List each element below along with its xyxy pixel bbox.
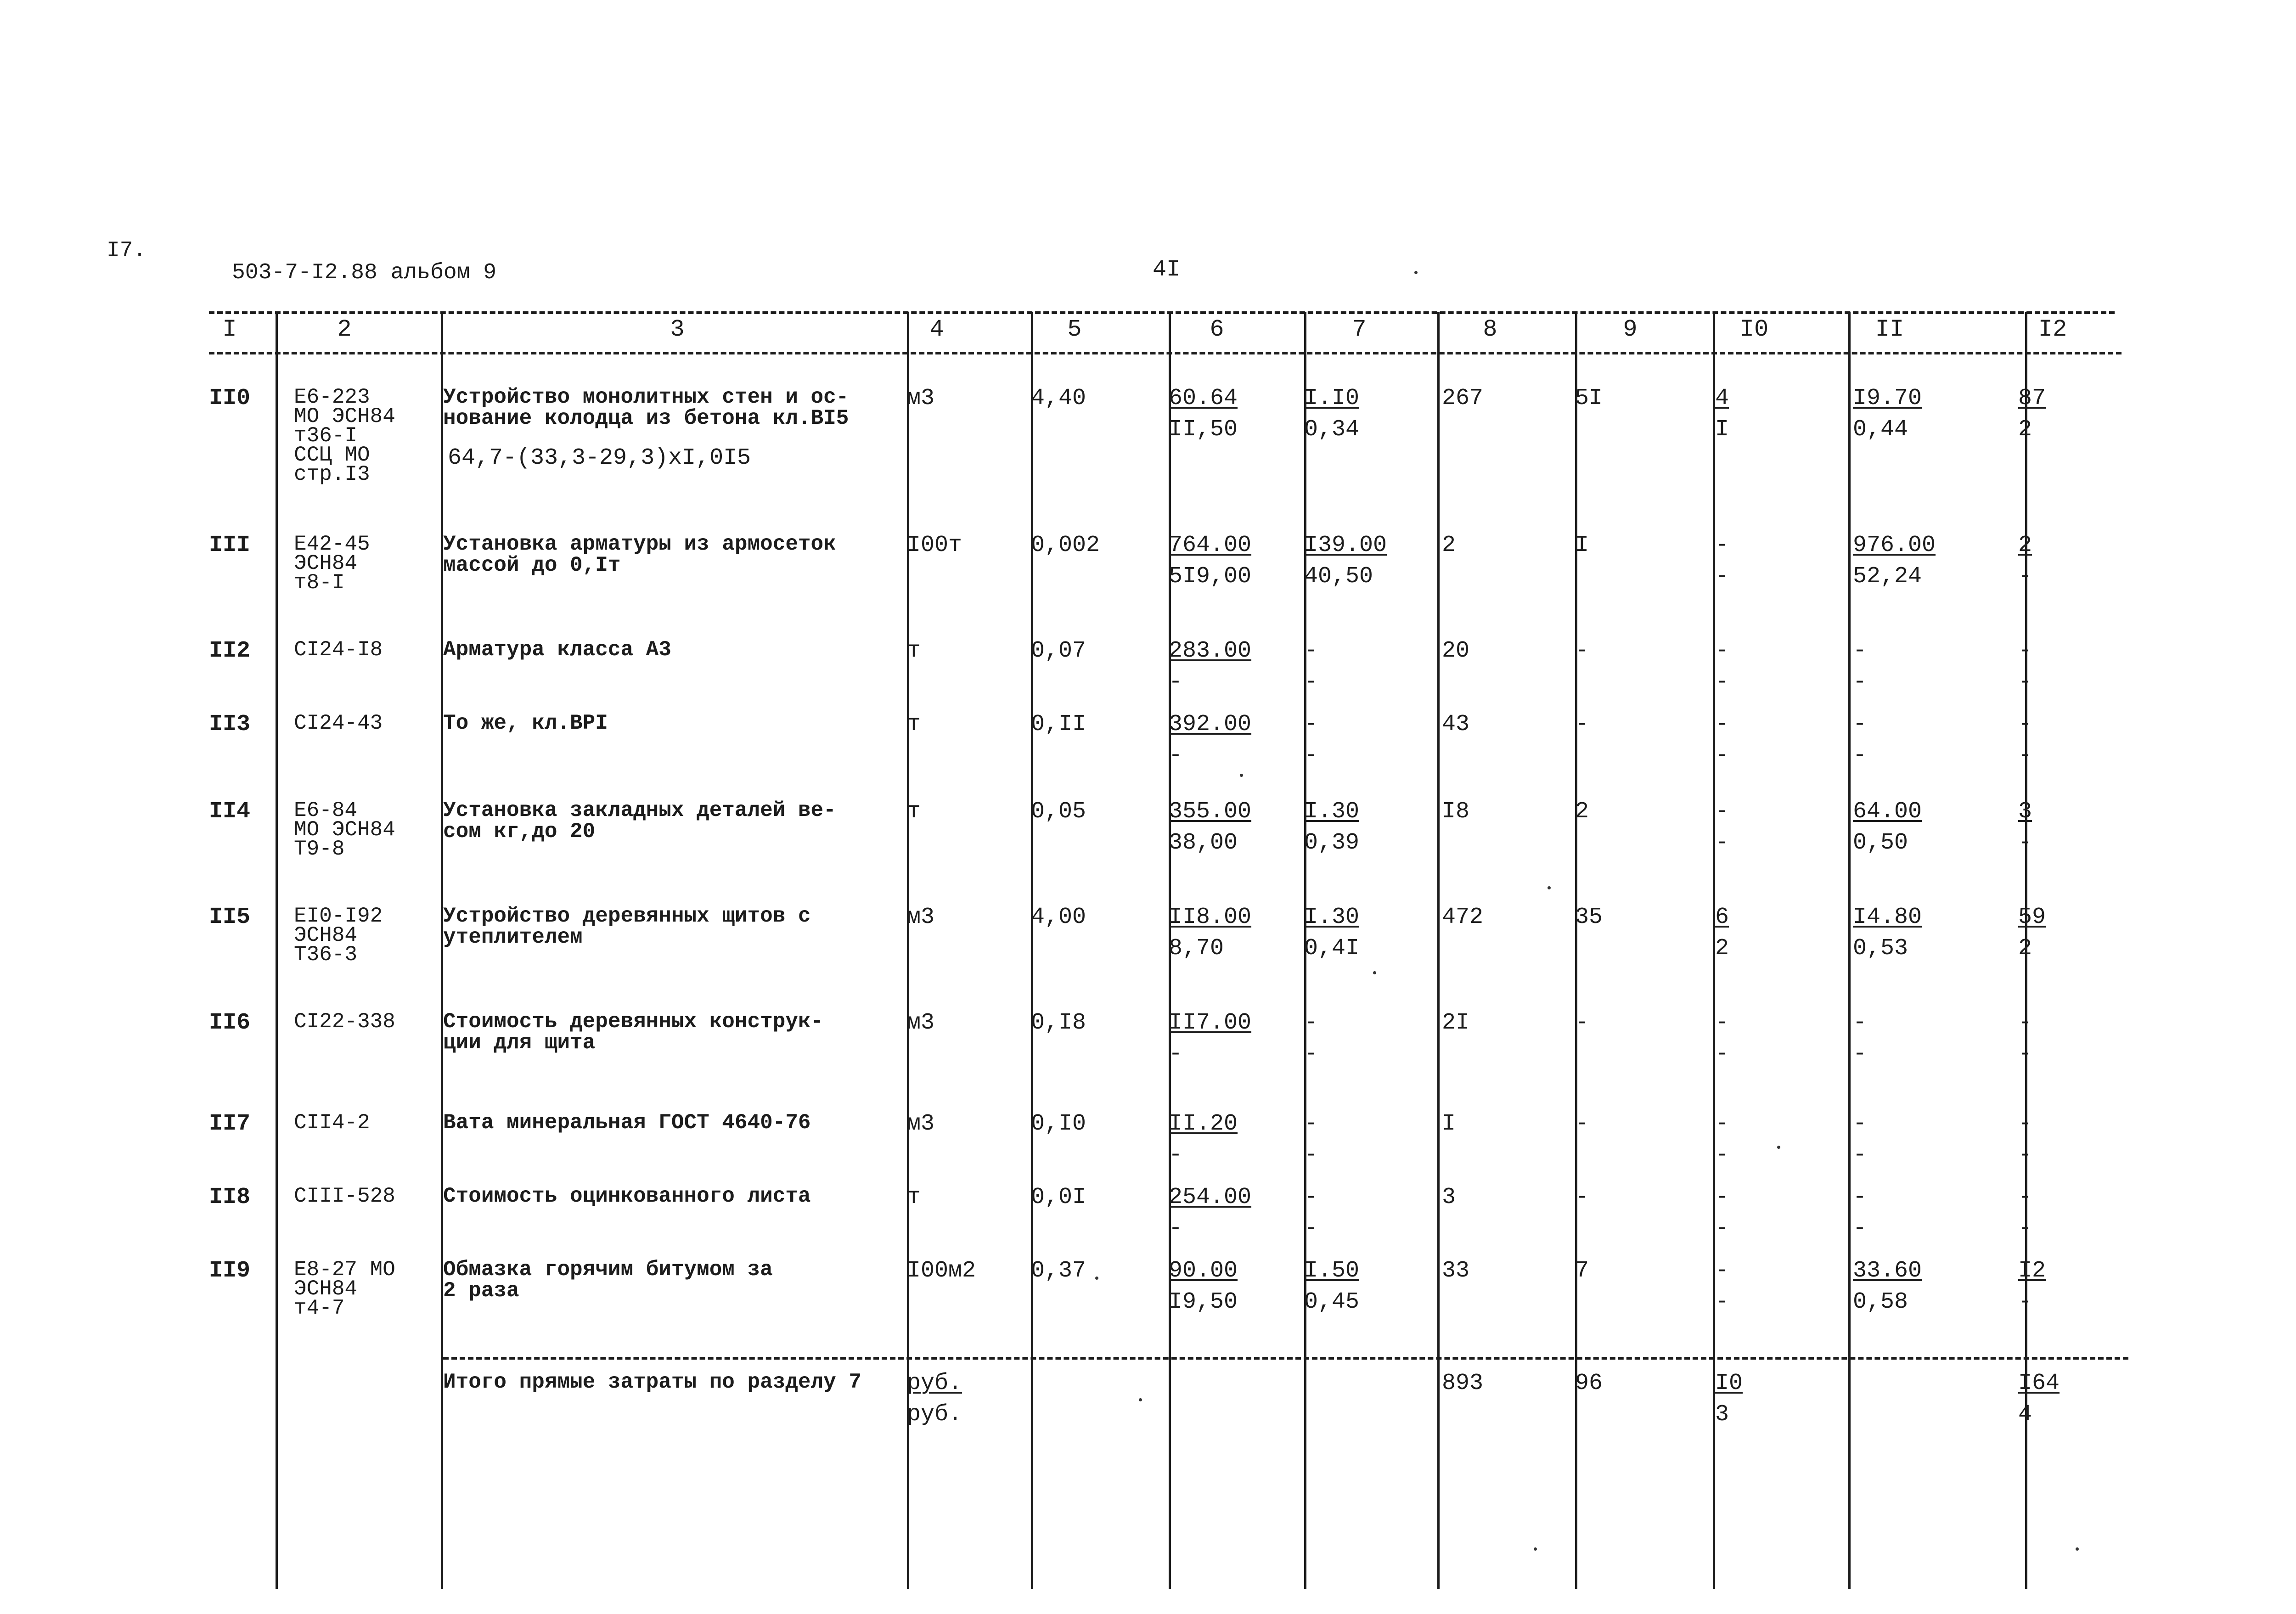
cost-col11-bottom: - [1853, 669, 1867, 695]
column-divider [1575, 312, 1577, 1589]
cost-col12-bottom: - [2018, 563, 2032, 590]
value-col8: 267 [1442, 385, 1484, 411]
value-col9: 5I [1575, 385, 1603, 411]
cost-col6-bottom: - [1169, 1142, 1183, 1168]
cost-col6-top: 60.64 [1169, 385, 1238, 411]
column-header: 2 [337, 316, 352, 343]
column-divider [907, 312, 909, 1589]
work-name: массой до 0,Iт [443, 553, 621, 577]
cost-col6-top: 355.00 [1169, 799, 1252, 825]
cost-col10-bottom: - [1715, 669, 1729, 695]
rate-code: СIII-528 [294, 1184, 395, 1208]
column-divider [1848, 312, 1851, 1589]
quantity: 0,0I [1031, 1184, 1086, 1210]
cost-col7-top: - [1304, 711, 1318, 737]
cost-col6-top: 764.00 [1169, 532, 1252, 558]
work-name: То же, кл.ВРI [443, 711, 608, 735]
scan-speck [1373, 971, 1376, 974]
rate-code: т4-7 [294, 1296, 345, 1320]
row-number: II0 [209, 385, 251, 411]
row-number: II2 [209, 638, 251, 664]
cost-col11-top: - [1853, 638, 1867, 664]
cost-col10-bottom: 2 [1715, 935, 1729, 962]
work-name: Вата минеральная ГОСТ 4640-76 [443, 1111, 811, 1135]
value-col9: - [1575, 711, 1589, 737]
column-header: I [222, 316, 237, 343]
column-divider [1031, 312, 1033, 1589]
scan-speck [1548, 886, 1551, 889]
header-bottom-rule [209, 352, 2122, 354]
rate-code: МО ЭСН84 [294, 818, 395, 842]
cost-col10-top: - [1715, 1111, 1729, 1137]
cost-col11-bottom: - [1853, 1215, 1867, 1242]
column-header: I2 [2038, 316, 2067, 343]
cost-col12-top: - [2018, 638, 2032, 664]
cost-col6-bottom: - [1169, 1041, 1183, 1067]
quantity: 0,I8 [1031, 1010, 1086, 1036]
work-name: сом кг,до 20 [443, 820, 596, 844]
column-header: 7 [1352, 316, 1367, 343]
cost-col7-bottom: 40,50 [1304, 563, 1373, 590]
cost-col10-bottom: I [1715, 416, 1729, 443]
work-name: утеплителем [443, 925, 583, 949]
column-divider [441, 312, 443, 1589]
total-col12-bottom: 4 [2018, 1401, 2032, 1428]
unit: I00т [907, 532, 962, 558]
cost-col11-bottom: 52,24 [1853, 563, 1922, 590]
work-name: Арматура класса А3 [443, 638, 671, 662]
rate-code: Е6-84 [294, 799, 358, 822]
rate-code: СI22-338 [294, 1010, 395, 1034]
cost-col11-bottom: - [1853, 1142, 1867, 1168]
cost-col6-bottom: 8,70 [1169, 935, 1224, 962]
cost-col10-bottom: - [1715, 742, 1729, 769]
document-code: 503-7-I2.88 альбом 9 [232, 260, 497, 285]
row-number: II6 [209, 1010, 251, 1036]
cost-col10-top: - [1715, 1184, 1729, 1210]
value-col9: 7 [1575, 1258, 1589, 1284]
cost-col11-bottom: 0,44 [1853, 416, 1908, 443]
work-name: ции для щита [443, 1031, 596, 1055]
value-col8: I [1442, 1111, 1456, 1137]
cost-col7-top: I.I0 [1304, 385, 1360, 411]
work-name: Установка закладных деталей ве- [443, 799, 836, 822]
cost-col11-top: 64.00 [1853, 799, 1922, 825]
cost-col7-top: I.50 [1304, 1258, 1360, 1284]
cost-col10-bottom: - [1715, 1289, 1729, 1315]
cost-col11-top: I4.80 [1853, 904, 1922, 930]
row-number: II5 [209, 904, 251, 930]
cost-col10-top: - [1715, 799, 1729, 825]
total-col9: 96 [1575, 1370, 1603, 1396]
quantity: 0,37 [1031, 1258, 1086, 1284]
cost-col12-bottom: - [2018, 1041, 2032, 1067]
rate-code: ЭСН84 [294, 923, 358, 947]
unit: т [907, 711, 921, 737]
unit: т [907, 1184, 921, 1210]
total-col10-top: I0 [1715, 1370, 1743, 1396]
unit: м3 [907, 1111, 935, 1137]
cost-col12-bottom: - [2018, 1142, 2032, 1168]
scan-speck [2076, 1547, 2079, 1551]
scan-speck [1534, 1547, 1537, 1551]
work-name: 2 раза [443, 1279, 519, 1303]
cost-col7-top: I.30 [1304, 904, 1360, 930]
cost-col6-bottom: - [1169, 669, 1183, 695]
work-name: Устройство монолитных стен и ос- [443, 385, 849, 409]
scan-speck [1414, 271, 1418, 274]
row-number: II9 [209, 1258, 251, 1284]
rate-code: СI24-I8 [294, 638, 383, 662]
quantity: 0,II [1031, 711, 1086, 737]
cost-col7-top: I.30 [1304, 799, 1360, 825]
table-top-rule [209, 311, 2115, 314]
cost-col12-top: 3 [2018, 799, 2032, 825]
scan-speck [1095, 1277, 1098, 1280]
column-header: 6 [1210, 316, 1224, 343]
scan-speck [1777, 1146, 1780, 1149]
cost-col11-top: - [1853, 711, 1867, 737]
sheet-number: 4I [1153, 257, 1181, 283]
value-col8: 472 [1442, 904, 1484, 930]
value-col9: 2 [1575, 799, 1589, 825]
cost-col12-top: 2 [2018, 532, 2032, 558]
cost-col6-top: 254.00 [1169, 1184, 1252, 1210]
column-header: 4 [929, 316, 944, 343]
cost-col11-top: - [1853, 1184, 1867, 1210]
rate-code: ЭСН84 [294, 551, 358, 575]
cost-col11-bottom: 0,50 [1853, 830, 1908, 856]
cost-col7-bottom: - [1304, 1041, 1318, 1067]
column-header: 5 [1067, 316, 1082, 343]
value-col8: 2I [1442, 1010, 1470, 1036]
cost-col7-bottom: 0,45 [1304, 1289, 1360, 1315]
cost-col10-bottom: - [1715, 1142, 1729, 1168]
cost-col7-bottom: - [1304, 742, 1318, 769]
column-header: II [1875, 316, 1904, 343]
cost-col11-bottom: - [1853, 1041, 1867, 1067]
cost-col12-top: - [2018, 1111, 2032, 1137]
volume-formula: 64,7-(33,3-29,3)хI,0I5 [448, 445, 751, 471]
column-header: 9 [1623, 316, 1638, 343]
rate-code: Т36-3 [294, 943, 358, 967]
quantity: 0,002 [1031, 532, 1100, 558]
value-col9: - [1575, 1010, 1589, 1036]
cost-col7-bottom: 0,39 [1304, 830, 1360, 856]
cost-col7-top: - [1304, 1010, 1318, 1036]
value-col9: I [1575, 532, 1589, 558]
quantity: 0,I0 [1031, 1111, 1086, 1137]
rate-code: ЕI0-I92 [294, 904, 383, 928]
total-rule [443, 1357, 2128, 1360]
row-number: II3 [209, 711, 251, 737]
cost-col7-bottom: - [1304, 669, 1318, 695]
scan-speck [1240, 774, 1243, 777]
unit: т [907, 799, 921, 825]
value-col9: - [1575, 1111, 1589, 1137]
rate-code: СII4-2 [294, 1111, 370, 1135]
row-number: II7 [209, 1111, 251, 1137]
value-col8: 20 [1442, 638, 1470, 664]
cost-col10-bottom: - [1715, 1215, 1729, 1242]
work-name: Устройство деревянных щитов с [443, 904, 811, 928]
cost-col6-bottom: - [1169, 742, 1183, 769]
column-header: I0 [1739, 316, 1769, 343]
cost-col10-top: - [1715, 1010, 1729, 1036]
cost-col12-top: - [2018, 1184, 2032, 1210]
unit: м3 [907, 385, 935, 411]
rate-code: Т9-8 [294, 837, 345, 861]
cost-col6-bottom: - [1169, 1215, 1183, 1242]
scan-speck [1139, 1398, 1142, 1401]
cost-col10-top: 4 [1715, 385, 1729, 411]
cost-col7-top: - [1304, 1184, 1318, 1210]
work-name: Установка арматуры из армосеток [443, 532, 836, 556]
cost-col7-bottom: - [1304, 1215, 1318, 1242]
cost-col6-bottom: II,50 [1169, 416, 1238, 443]
cost-col10-top: - [1715, 711, 1729, 737]
cost-col6-top: 392.00 [1169, 711, 1252, 737]
rate-code: Е8-27 МО [294, 1258, 395, 1282]
cost-col7-top: I39.00 [1304, 532, 1387, 558]
value-col8: I8 [1442, 799, 1470, 825]
cost-col12-top: 59 [2018, 904, 2046, 930]
cost-col10-top: 6 [1715, 904, 1729, 930]
rate-code: Е6-223 [294, 385, 370, 409]
cost-col10-bottom: - [1715, 830, 1729, 856]
unit: м3 [907, 1010, 935, 1036]
cost-col12-top: - [2018, 1010, 2032, 1036]
cost-col6-top: 90.00 [1169, 1258, 1238, 1284]
cost-col6-top: II.20 [1169, 1111, 1238, 1137]
cost-col12-top: - [2018, 711, 2032, 737]
cost-col12-bottom: 2 [2018, 935, 2032, 962]
cost-col11-top: 33.60 [1853, 1258, 1922, 1284]
work-name: Стоимость оцинкованного листа [443, 1184, 811, 1208]
cost-col12-bottom: 2 [2018, 416, 2032, 443]
cost-col6-bottom: I9,50 [1169, 1289, 1238, 1315]
quantity: 4,40 [1031, 385, 1086, 411]
cost-col7-bottom: 0,4I [1304, 935, 1360, 962]
rate-code: т8-I [294, 571, 345, 595]
cost-col11-bottom: 0,58 [1853, 1289, 1908, 1315]
cost-col10-bottom: - [1715, 563, 1729, 590]
total-unit-bottom: руб. [907, 1401, 962, 1428]
cost-col6-top: II7.00 [1169, 1010, 1252, 1036]
rate-code: ССЦ МО [294, 443, 370, 467]
cost-col6-top: 283.00 [1169, 638, 1252, 664]
rate-code: СI24-43 [294, 711, 383, 735]
value-col9: 35 [1575, 904, 1603, 930]
cost-col7-bottom: - [1304, 1142, 1318, 1168]
cost-col6-bottom: 5I9,00 [1169, 563, 1252, 590]
cost-col12-bottom: - [2018, 1289, 2032, 1315]
cost-col12-bottom: - [2018, 742, 2032, 769]
value-col9: - [1575, 1184, 1589, 1210]
row-number: II8 [209, 1184, 251, 1210]
quantity: 0,07 [1031, 638, 1086, 664]
work-name: Стоимость деревянных конструк- [443, 1010, 824, 1034]
cost-col10-bottom: - [1715, 1041, 1729, 1067]
cost-col12-bottom: - [2018, 830, 2032, 856]
column-divider [276, 312, 278, 1589]
cost-col11-top: - [1853, 1010, 1867, 1036]
cost-col12-top: 87 [2018, 385, 2046, 411]
page-number: I7. [107, 238, 146, 263]
cost-col11-bottom: - [1853, 742, 1867, 769]
rate-code: стр.I3 [294, 462, 370, 486]
cost-col12-bottom: - [2018, 1215, 2032, 1242]
cost-col11-top: 976.00 [1853, 532, 1936, 558]
cost-col7-top: - [1304, 638, 1318, 664]
cost-col7-bottom: 0,34 [1304, 416, 1360, 443]
value-col8: 33 [1442, 1258, 1470, 1284]
row-number: II4 [209, 799, 251, 825]
column-header: 3 [670, 316, 685, 343]
cost-col6-bottom: 38,00 [1169, 830, 1238, 856]
cost-col7-top: - [1304, 1111, 1318, 1137]
column-divider [1437, 312, 1440, 1589]
cost-col12-top: I2 [2018, 1258, 2046, 1284]
value-col8: 3 [1442, 1184, 1456, 1210]
quantity: 4,00 [1031, 904, 1086, 930]
total-col8: 893 [1442, 1370, 1484, 1396]
cost-col10-top: - [1715, 1258, 1729, 1284]
unit: I00м2 [907, 1258, 976, 1284]
cost-col10-top: - [1715, 532, 1729, 558]
rate-code: ЭСН84 [294, 1277, 358, 1301]
work-name: нование колодца из бетона кл.BI5 [443, 406, 849, 430]
total-col12-top: I64 [2018, 1370, 2060, 1396]
unit: т [907, 638, 921, 664]
rate-code: т36-I [294, 424, 358, 448]
value-col8: 2 [1442, 532, 1456, 558]
cost-col11-top: I9.70 [1853, 385, 1922, 411]
column-header: 8 [1483, 316, 1497, 343]
total-unit-top: руб. [907, 1370, 962, 1396]
unit: м3 [907, 904, 935, 930]
rate-code: Е42-45 [294, 532, 370, 556]
cost-col10-top: - [1715, 638, 1729, 664]
value-col9: - [1575, 638, 1589, 664]
total-col10-bottom: 3 [1715, 1401, 1729, 1428]
quantity: 0,05 [1031, 799, 1086, 825]
value-col8: 43 [1442, 711, 1470, 737]
work-name: Обмазка горячим битумом за [443, 1258, 773, 1282]
total-label: Итого прямые затраты по разделу 7 [443, 1370, 861, 1394]
cost-col11-top: - [1853, 1111, 1867, 1137]
cost-col11-bottom: 0,53 [1853, 935, 1908, 962]
cost-col6-top: II8.00 [1169, 904, 1252, 930]
cost-col12-bottom: - [2018, 669, 2032, 695]
row-number: III [209, 532, 251, 558]
rate-code: МО ЭСН84 [294, 405, 395, 428]
